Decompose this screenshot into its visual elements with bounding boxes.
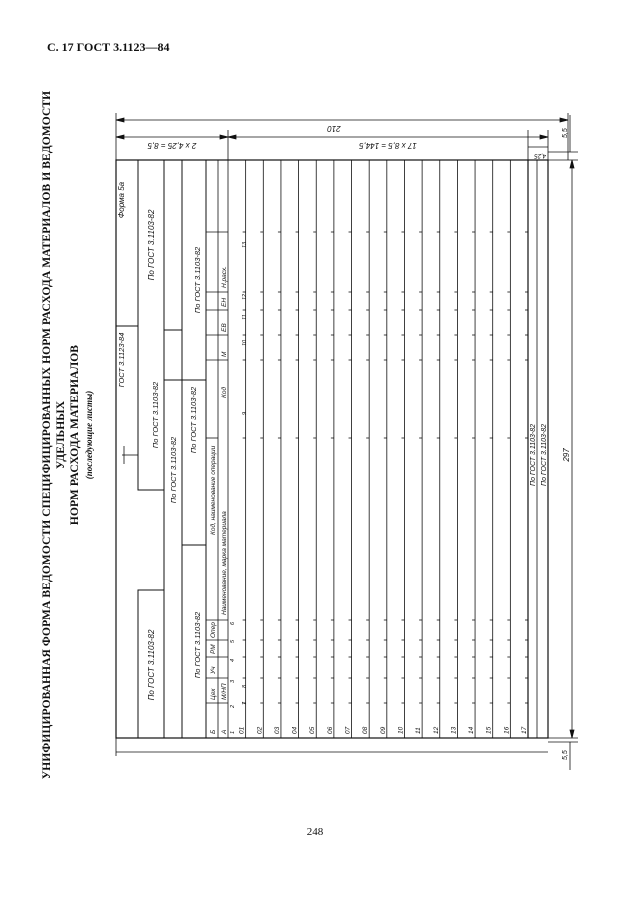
ref-gost-2: По ГОСТ 3.1103-82 <box>147 629 156 701</box>
row-number-10: 10 <box>397 726 405 734</box>
dimension-lines <box>116 113 578 770</box>
hdr-rm: РМ <box>210 644 217 654</box>
col-num-1: 1 <box>230 730 236 734</box>
col-num-10: 10 <box>242 339 248 346</box>
hdr-m: М <box>221 351 228 357</box>
row-number-13: 13 <box>450 726 458 734</box>
dim-strip: 4,25 <box>534 152 546 158</box>
col-num-8: 8 <box>242 684 248 688</box>
dim-width-total: 210 <box>327 124 341 133</box>
row-number-11: 11 <box>415 727 423 734</box>
col-num-2: 2 <box>230 704 236 708</box>
dim-right-block: 17 х 8,5 = 144,5 <box>359 141 417 150</box>
row-number-14: 14 <box>468 726 476 734</box>
dim-height-total: 297 <box>562 448 571 462</box>
col-num-4: 4 <box>230 658 236 662</box>
col-num-6: 6 <box>230 621 236 625</box>
row-number-05: 05 <box>309 726 317 734</box>
row-number-16: 16 <box>503 726 511 734</box>
row-number-06: 06 <box>326 726 334 734</box>
stamp-arrow <box>122 446 138 464</box>
form-frame <box>116 160 548 738</box>
hdr-a: А <box>221 729 228 734</box>
hdr-kod-name-oper: Код, наименование операции <box>210 445 217 535</box>
hdr-en: ЕН <box>221 297 228 307</box>
page-number: 248 <box>306 826 324 838</box>
col-num-3: 3 <box>230 679 236 683</box>
row-number-02: 02 <box>256 726 264 734</box>
row-number-09: 09 <box>379 726 387 734</box>
hdr-ev: ЕВ <box>221 323 228 332</box>
col-num-12: 12 <box>242 293 248 300</box>
col-num-7: 7 <box>242 701 248 705</box>
data-rows <box>239 160 528 738</box>
hdr-kod: Код <box>221 386 228 398</box>
hdr-ceh: Цех <box>210 688 217 700</box>
hdr-b: Б <box>210 729 217 734</box>
dimension-texts <box>147 124 571 760</box>
ref-gost-7: По ГОСТ 3.1103-82 <box>193 611 202 679</box>
row-number-17: 17 <box>521 726 528 734</box>
ref-gost-4: По ГОСТ 3.1103-82 <box>169 436 178 504</box>
title-line-3: (последующие листы) <box>84 390 94 480</box>
ref-gost-5: По ГОСТ 3.1103-82 <box>193 246 202 314</box>
hdr-mnp: М/НП <box>221 683 228 700</box>
hdr-n-rash: Н.расх. <box>221 266 228 288</box>
col-num-9: 9 <box>242 411 248 415</box>
hdr-name-marka: Наименование, марка материала <box>221 511 228 615</box>
dim-margin-top: 5,5 <box>562 128 569 138</box>
title-line-2: НОРМ РАСХОДА МАТЕРИАЛОВ <box>69 344 81 526</box>
gost-label: ГОСТ 3.1123-84 <box>117 332 126 388</box>
row-number-07: 07 <box>344 726 352 734</box>
bottom-ref-gost-1: По ГОСТ 3.1103-82 <box>530 424 537 486</box>
col-num-5: 5 <box>230 639 236 643</box>
col-num-13: 13 <box>242 241 248 248</box>
hdr-oper: Опер <box>210 622 217 638</box>
bottom-ref-gost-2: По ГОСТ 3.1103-82 <box>541 424 548 486</box>
ref-gost-1: По ГОСТ 3.1103-82 <box>147 209 156 281</box>
ref-gost-6: По ГОСТ 3.1103-82 <box>189 386 198 454</box>
row-number-03: 03 <box>273 726 281 734</box>
row-number-08: 08 <box>362 726 370 734</box>
ref-gost-3: По ГОСТ 3.1103-82 <box>151 381 160 449</box>
dim-left-block: 2 х 4,25 = 8,5 <box>147 141 197 150</box>
page-header: С. 17 ГОСТ 3.1123—84 <box>47 40 170 54</box>
row-number-12: 12 <box>432 726 440 734</box>
form-label: Форма 5а <box>117 181 126 219</box>
row-number-01: 01 <box>238 726 246 734</box>
hdr-uch: Уч <box>210 666 217 674</box>
dim-margin-bottom: 5,5 <box>562 750 569 760</box>
col-num-11: 11 <box>242 314 248 320</box>
row-number-15: 15 <box>485 726 493 734</box>
title-line-1: УНИФИЦИРОВАННАЯ ФОРМА ВЕДОМОСТИ СПЕЦИФИЦИРОВАННЫХ НОРМ РАСХОДА МАТЕРИАЛОВ И ВЕДОМОСТИ УДЕЛЬНЫХ <box>41 90 67 780</box>
header-texts <box>209 266 228 735</box>
stamp-texts <box>117 181 202 700</box>
row-number-04: 04 <box>291 726 299 734</box>
